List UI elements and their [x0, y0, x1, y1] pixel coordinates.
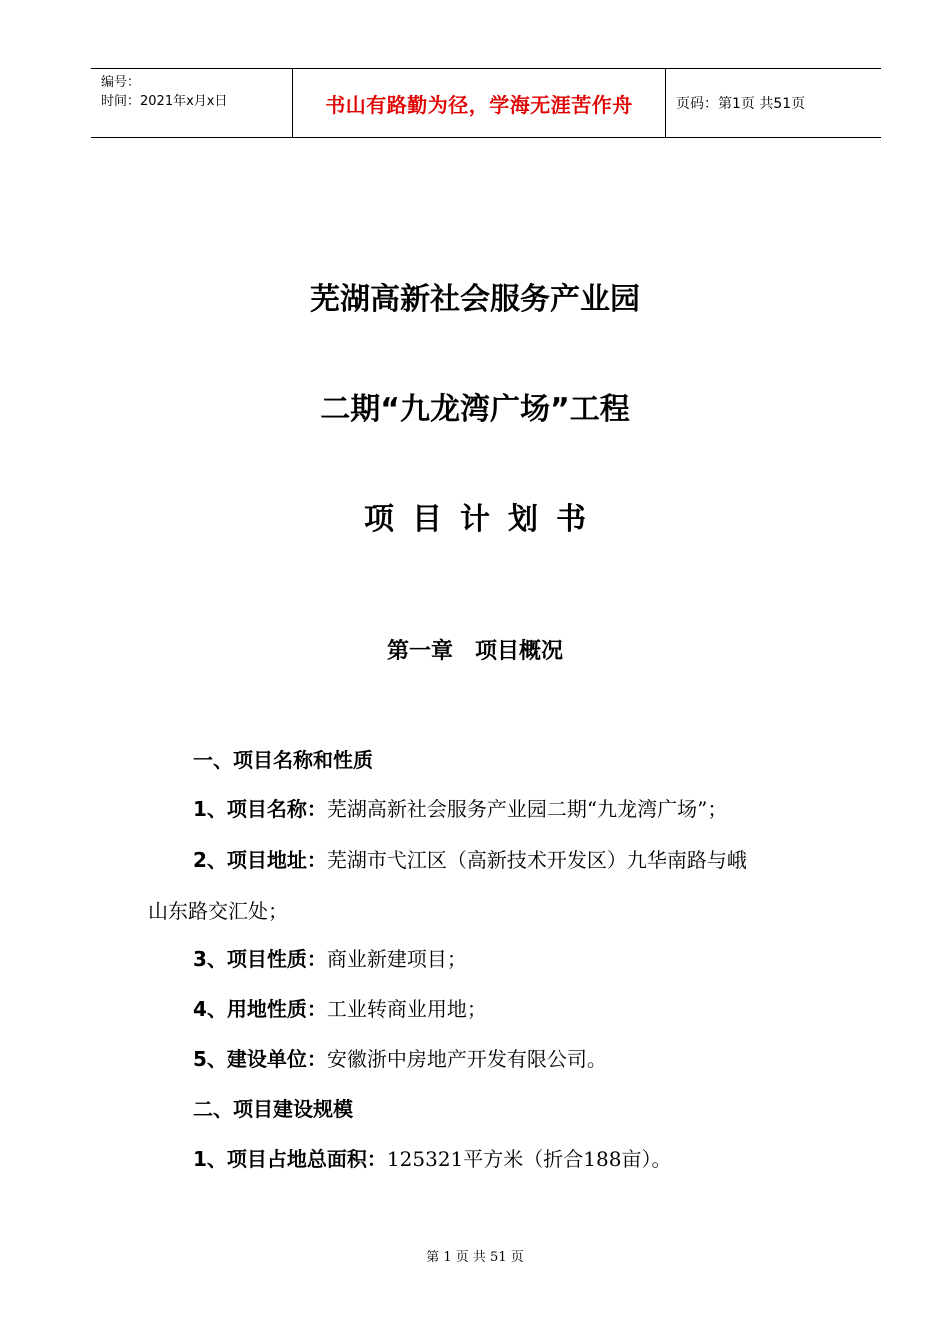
- item-text: 芜湖高新社会服务产业园二期“九龙湾广场”；: [326, 797, 728, 821]
- list-item: [193, 993, 833, 1022]
- item-label: 1、项目名称：: [193, 797, 327, 821]
- time-label: 时间：2021年x月x日: [101, 94, 228, 109]
- item-text: 商业新建项目；: [326, 947, 467, 971]
- page-info: 页码：第1页 共51页: [676, 96, 806, 112]
- item-label: 2、项目地址：: [193, 848, 327, 872]
- section-heading-1: 一、项目名称和性质: [193, 748, 373, 772]
- list-item: [193, 943, 833, 972]
- motto-text: 书山有路勤为径，学海无涯苦作舟: [325, 92, 633, 117]
- header-motto-cell: [293, 69, 666, 137]
- item-text: 125321平方米（折合188亩）。: [386, 1147, 672, 1171]
- item-label: 5、建设单位：: [193, 1047, 327, 1071]
- doc-title-line1: 芜湖高新社会服务产业园: [310, 282, 640, 317]
- section-heading-2: 二、项目建设规模: [193, 1097, 353, 1121]
- doc-title-line3: 项目计划书: [364, 502, 604, 537]
- item-text: 芜湖市弋江区（高新技术开发区）九华南路与峨: [326, 848, 747, 872]
- item-label: 3、项目性质：: [193, 947, 327, 971]
- item-text: 工业转商业用地；: [326, 997, 487, 1021]
- item-text: 安徽浙中房地产开发有限公司。: [326, 1047, 607, 1071]
- page-header: [91, 68, 881, 138]
- item-label: 1、项目占地总面积：: [193, 1147, 387, 1171]
- chapter-heading: 第一章 项目概况: [386, 639, 563, 664]
- header-page-cell: [666, 69, 881, 137]
- doc-title-line2: 二期“九龙湾广场”工程: [320, 392, 630, 427]
- list-item: [193, 1143, 833, 1172]
- list-item: [193, 844, 833, 873]
- list-item: [193, 793, 833, 822]
- item-label: 4、用地性质：: [193, 997, 327, 1021]
- item-continuation: 山东路交汇处；: [148, 899, 288, 923]
- code-label: 编号：: [101, 75, 141, 90]
- page-footer: 第 1 页 共 51 页: [426, 1250, 524, 1265]
- list-item: [193, 1043, 833, 1072]
- header-meta-cell: [91, 69, 293, 137]
